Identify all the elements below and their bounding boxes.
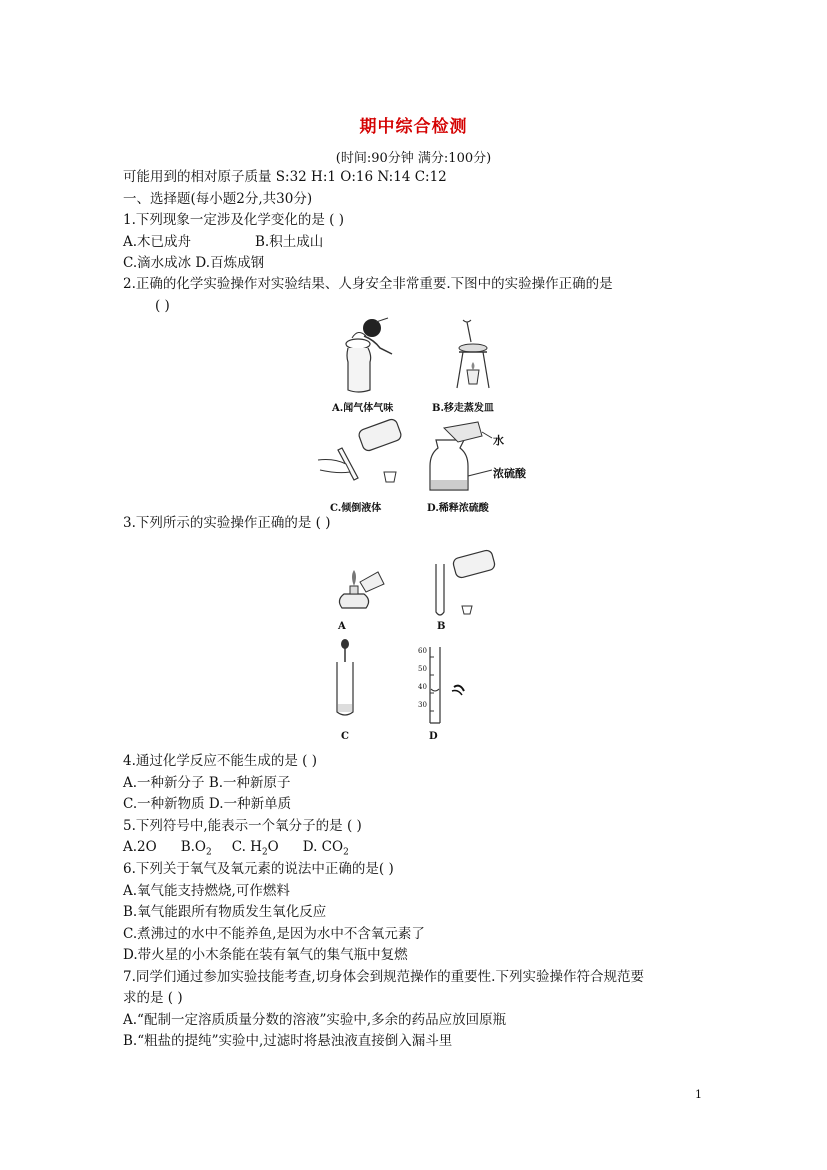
- q3-scale-30: 30: [418, 701, 427, 709]
- q2-caption-c: C.倾倒液体: [330, 503, 382, 514]
- page-title: 期中综合检测: [359, 117, 468, 137]
- q3-label-b: B: [437, 621, 446, 632]
- q4-options-cd: C.一种新物质 D.一种新单质: [123, 796, 292, 812]
- q3-figure-c-dropper: [330, 638, 360, 720]
- q7-option-a: A.“配制一定溶质质量分数的溶液”实验中,多余的药品应放回原瓶: [123, 1012, 507, 1028]
- q2-stem: 2.正确的化学实验操作对实验结果、人身安全非常重要.下图中的实验操作正确的是: [123, 276, 613, 292]
- q5-option-c: C. $H_2O$: [231, 839, 279, 858]
- q7-stem-line2: 求的是 ( ): [123, 990, 183, 1006]
- q2-figure-b-evaporating-dish: [445, 318, 505, 398]
- q1-stem: 1.下列现象一定涉及化学变化的是 ( ): [123, 212, 344, 228]
- q4-stem: 4.通过化学反应不能生成的是 ( ): [123, 753, 317, 769]
- q5-option-b: $B.O_2$: [180, 839, 212, 858]
- q2-figure-a-smell-gas: [330, 318, 420, 398]
- q6-option-b: B.氧气能跟所有物质发生氧化反应: [123, 904, 327, 920]
- page-number: 1: [695, 1088, 702, 1101]
- q2-caption-d: D.稀释浓硫酸: [427, 503, 489, 514]
- q2-answer-paren: ( ): [155, 298, 170, 314]
- q3-stem: 3.下列所示的实验操作正确的是 ( ): [123, 515, 331, 531]
- q3-label-d: D: [429, 731, 438, 742]
- q1-option-a: A.木已成舟: [123, 234, 192, 250]
- q7-option-b: B.“粗盐的提纯”实验中,过滤时将悬浊液直接倒入漏斗里: [123, 1033, 453, 1049]
- q7-stem-line1: 7.同学们通过参加实验技能考查,切身体会到规范操作的重要性.下列实验操作符合规范要: [123, 969, 644, 985]
- q3-scale-50: 50: [418, 665, 427, 673]
- q3-scale-60: 60: [418, 647, 427, 655]
- time-score-info: (时间:90分钟 满分:100分): [335, 151, 492, 166]
- q2-caption-b: B.移走蒸发皿: [432, 403, 494, 414]
- atomic-mass-info: 可能用到的相对原子质量 S:32 H:1 O:16 N:14 C:12: [123, 169, 447, 185]
- q5-stem: 5.下列符号中,能表示一个氧分子的是 ( ): [123, 818, 362, 834]
- q3-label-c: C: [341, 731, 349, 742]
- q6-option-c: C.煮沸过的水中不能养鱼,是因为水中不含氧元素了: [123, 926, 425, 942]
- q3-scale-40: 40: [418, 683, 427, 691]
- q3-figure-a-alcohol-lamp: [330, 568, 390, 620]
- q3-figure-b-pour-test-tube: [428, 550, 500, 620]
- q5-option-d: D. $CO_2$: [302, 839, 349, 858]
- q4-options-ab: A.一种新分子 B.一种新原子: [123, 775, 291, 791]
- q2-figure-c-pour-liquid: [312, 418, 412, 496]
- q2-label-acid: 浓硫酸: [493, 467, 526, 480]
- q1-option-b: B.积土成山: [255, 234, 324, 250]
- q6-stem: 6.下列关于氧气及氧元素的说法中正确的是( ): [123, 861, 394, 877]
- q6-option-d: D.带火星的小木条能在装有氧气的集气瓶中复燃: [123, 947, 408, 963]
- q1-options-cd: C.滴水成冰 D.百炼成钢: [123, 255, 265, 271]
- q2-label-water: 水: [493, 434, 504, 447]
- q6-option-a: A.氧气能支持燃烧,可作燃料: [123, 883, 290, 899]
- q2-figure-d-dilute-acid: [422, 418, 532, 496]
- q5-option-a: A.2O: [123, 839, 157, 855]
- q3-label-a: A: [338, 621, 346, 632]
- q2-caption-a: A.闻气体气味: [332, 403, 394, 414]
- section-heading: 一、选择题(每小题2分,共30分): [123, 191, 313, 207]
- q5-options: [123, 838, 349, 862]
